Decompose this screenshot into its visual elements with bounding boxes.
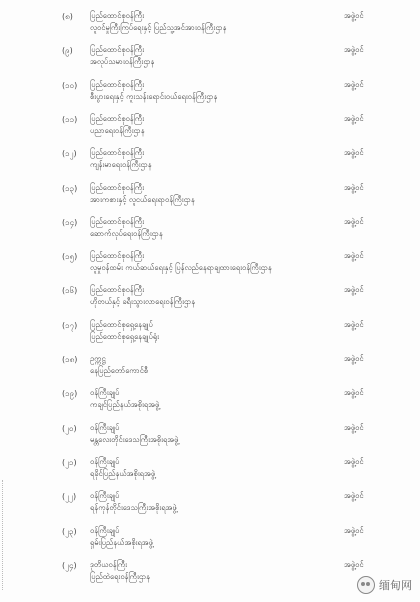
list-item [0, 490, 420, 520]
item-department: ရခိုင်ပြည်နယ်အစိုးရအဖွဲ့ [90, 468, 156, 478]
item-department: ကချင်ပြည်နယ်အစိုးရအဖွဲ့ [90, 400, 160, 410]
list-item [0, 250, 420, 280]
item-number: (၁၀) [62, 80, 78, 90]
item-title: ဝန်ကြီးချုပ် [90, 388, 120, 398]
item-role: အဖွဲ့ဝင် [344, 148, 364, 158]
list-item [0, 10, 420, 40]
list-item [0, 182, 420, 212]
list-item [0, 387, 420, 417]
item-department: အားကစားနှင့် လူငယ်ရေးရာဝန်ကြီးဌာန [90, 194, 195, 204]
item-role: အဖွဲ့ဝင် [344, 491, 364, 501]
item-number: (၁၃) [62, 183, 78, 193]
item-department: ရန်ကုန်တိုင်းဒေသကြီးအစိုးရအဖွဲ့ [90, 503, 177, 513]
item-number: (၁၆) [62, 286, 78, 296]
wechat-icon [357, 576, 375, 594]
item-department: ဆောက်လုပ်ရေးဝန်ကြီးဌာန [90, 228, 163, 238]
item-role: အဖွဲ့ဝင် [344, 45, 364, 55]
item-title: ပြည်ထောင်စုရှေ့နေချုပ် [90, 319, 153, 329]
list-item [0, 353, 420, 383]
item-number: (၁၅) [62, 252, 78, 262]
item-department: လူမှုဝန်ထမ်း ကယ်ဆယ်ရေးနှင့် ပြန်လည်နေရာချထားရေးဝန်ကြီးဌာန [90, 263, 272, 273]
item-department: ရှမ်းပြည်နယ်အစိုးရအဖွဲ့ [90, 537, 153, 547]
item-role: အဖွဲ့ဝင် [344, 11, 364, 20]
item-role: အဖွဲ့ဝင် [344, 79, 364, 89]
list-item [0, 456, 420, 486]
list-item [0, 422, 420, 452]
item-title: ဥက္ကဋ္ဌ [90, 354, 106, 363]
list-item [0, 216, 420, 246]
list-item [0, 147, 420, 177]
item-role: အဖွဲ့ဝင် [344, 216, 364, 226]
list-item [0, 284, 420, 314]
item-department: ကျန်းမာရေးဝန်ကြီးဌာန [90, 160, 152, 170]
watermark [357, 576, 412, 594]
list-item [0, 113, 420, 143]
item-number: (၂၁) [62, 457, 77, 467]
item-number: (၁၉) [62, 389, 78, 399]
list-item [0, 79, 420, 109]
item-role: အဖွဲ့ဝင် [344, 422, 364, 432]
item-role: အဖွဲ့ဝင် [344, 456, 364, 466]
item-title: ဝန်ကြီးချုပ် [90, 525, 120, 535]
item-number: (၁၂) [62, 149, 77, 159]
item-department: လူဝင်မှုကြီးကြပ်ရေးနှင့် ပြည်သူ့အင်အားဝန်ကြီးဌာန [90, 23, 227, 32]
list-item [0, 525, 420, 555]
item-role: အဖွဲ့ဝင် [344, 251, 364, 261]
item-number: (၉) [62, 46, 73, 56]
watermark-text: 缅甸网 [379, 579, 412, 592]
item-role: အဖွဲ့ဝင် [344, 285, 364, 295]
item-role: အဖွဲ့ဝင် [344, 319, 364, 329]
item-number: (၁၇) [62, 320, 78, 330]
item-role: အဖွဲ့ဝင် [344, 559, 364, 569]
item-number: (၂၂) [62, 492, 77, 502]
item-number: (၁၁) [62, 114, 78, 124]
item-title: ပြည်ထောင်စုဝန်ကြီး [90, 79, 145, 89]
item-role: အဖွဲ့ဝင် [344, 388, 364, 398]
list-item [0, 319, 420, 349]
item-role: အဖွဲ့ဝင် [344, 354, 364, 363]
item-department: ဟိုတယ်နှင့် ခရီးသွားလာရေးဝန်ကြီးဌာန [90, 297, 196, 307]
item-department: စီးပွားရေးနှင့် ကူးသန်းရောင်းဝယ်ရေးဝန်ကြီးဌာန [90, 91, 218, 101]
item-title: ပြည်ထောင်စုဝန်ကြီး [90, 113, 145, 123]
item-title: ဝန်ကြီးချုပ် [90, 422, 120, 432]
item-department: နေပြည်တော်ကောင်စီ [90, 366, 149, 375]
item-number: (၁၄) [62, 217, 78, 227]
item-title: ဝန်ကြီးချုပ် [90, 491, 120, 501]
item-number: (၁၈) [62, 355, 78, 364]
item-title: ပြည်ထောင်စုဝန်ကြီး [90, 216, 145, 226]
item-department: ပြည်ထောင်စုရှေ့နေချုပ်ရုံး [90, 331, 160, 341]
item-role: အဖွဲ့ဝင် [344, 182, 364, 192]
item-title: ပြည်ထောင်စုဝန်ကြီး [90, 251, 145, 261]
item-title: ဝန်ကြီးချုပ် [90, 456, 120, 466]
item-role: အဖွဲ့ဝင် [344, 113, 364, 123]
list-item [0, 44, 420, 74]
item-title: ပြည်ထောင်စုဝန်ကြီး [90, 148, 145, 158]
item-department: မန္တလေးတိုင်းဒေသကြီးအစိုးရအဖွဲ့ [90, 434, 179, 444]
item-title: ပြည်ထောင်စုဝန်ကြီး [90, 182, 145, 192]
item-department: ပညာရေးဝန်ကြီးဌာန [90, 125, 145, 135]
item-number: (၈) [62, 12, 73, 21]
item-title: ဒုတိယဝန်ကြီး [90, 559, 128, 569]
item-number: (၂၀) [62, 423, 77, 433]
item-title: ပြည်ထောင်စုဝန်ကြီး [90, 45, 145, 55]
item-number: (၂၄) [62, 560, 77, 570]
item-title: ပြည်ထောင်စုဝန်ကြီး [90, 285, 145, 295]
item-title: ပြည်ထောင်စုဝန်ကြီး [90, 11, 145, 20]
item-role: အဖွဲ့ဝင် [344, 525, 364, 535]
item-department: ပြည်ထဲရေးဝန်ကြီးဌာန [90, 571, 151, 581]
item-number: (၂၃) [62, 526, 77, 536]
item-department: အလုပ်သမားဝန်ကြီးဌာန [90, 57, 155, 67]
